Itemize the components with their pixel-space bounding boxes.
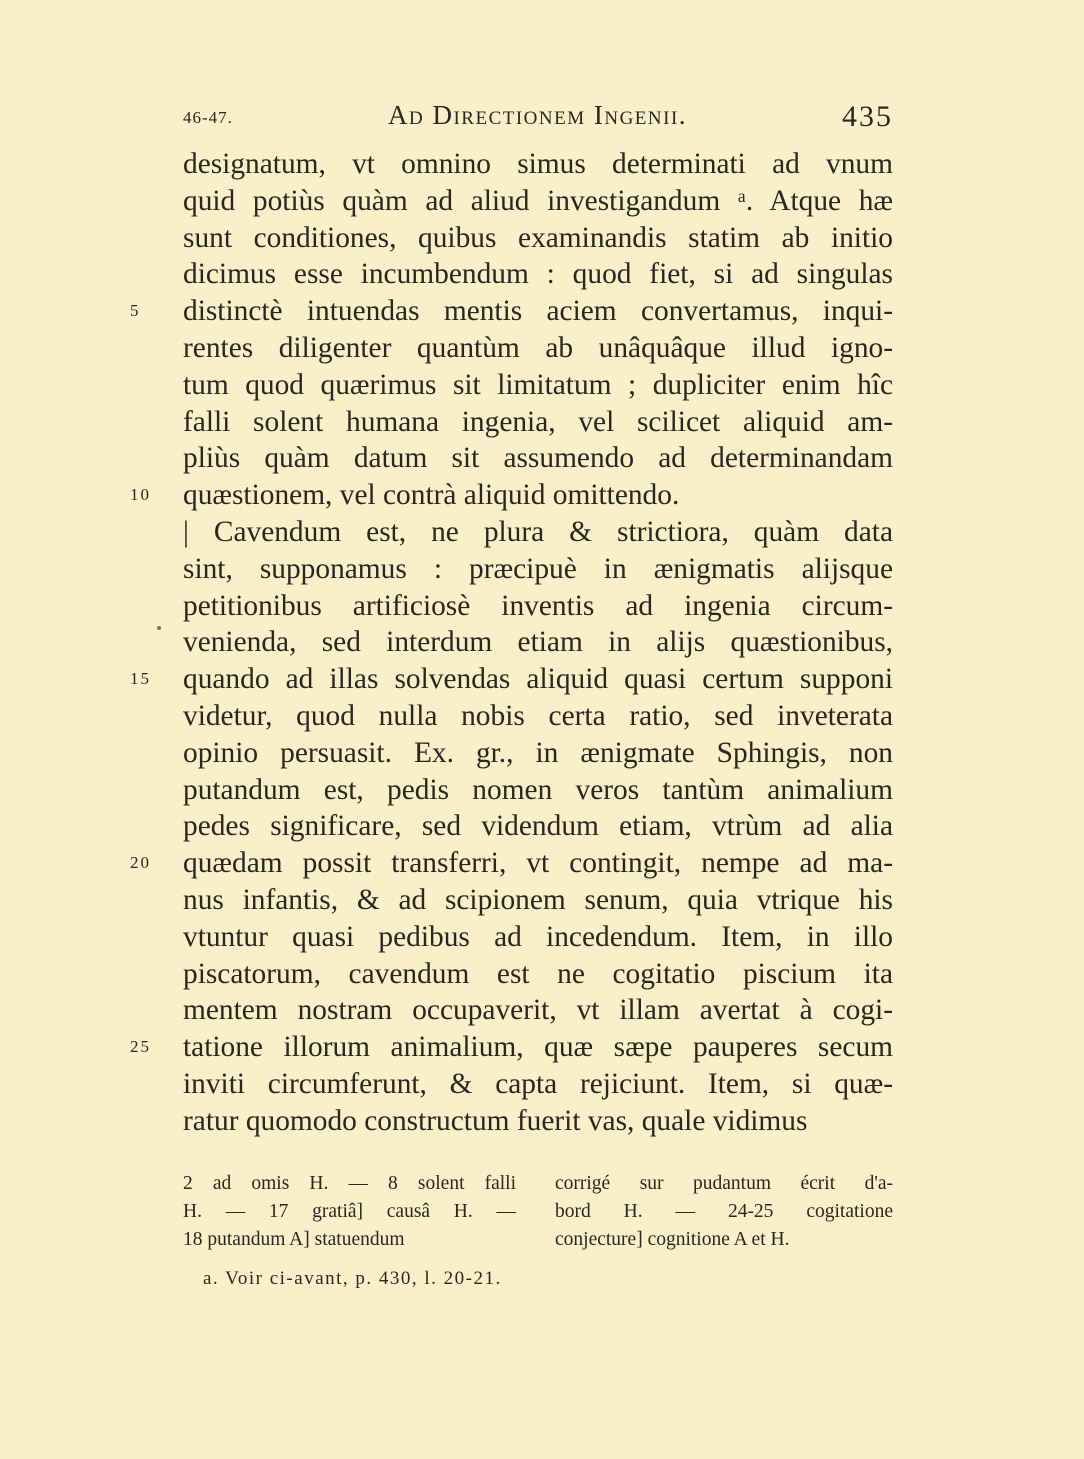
text-line <box>183 772 893 809</box>
line-text: venienda, sed interdum etiam in alijs quæstionibus, <box>183 626 893 659</box>
running-title: Ad Directionem Ingenii. <box>388 100 688 130</box>
variant-note-line: corrigé sur pudantum écrit d'a- <box>555 1173 893 1194</box>
text-line <box>183 1066 893 1103</box>
line-number: 5 <box>130 301 141 321</box>
text-line <box>183 624 893 661</box>
line-number: 20 <box>130 853 151 873</box>
line-text: dicimus esse incumbendum : quod fiet, si ad singulas <box>183 258 893 291</box>
line-text: vtuntur quasi pedibus ad incedendum. Item, in illo <box>183 920 893 953</box>
text-line <box>130 1029 893 1066</box>
line-text: piscatorum, cavendum est ne cogitatio piscium ita <box>183 957 893 990</box>
text-line <box>130 293 893 330</box>
line-text: opinio persuasit. Ex. gr., in ænigmate Sphingis, non <box>183 736 893 769</box>
text-line <box>130 661 893 698</box>
variant-note-line: 2 ad omis H. — 8 solent falli <box>183 1173 516 1194</box>
variant-notes-left-column <box>183 1170 516 1254</box>
line-text: quædam possit transferri, vt contingit, nempe ad ma- <box>183 847 893 880</box>
text-line <box>183 367 893 404</box>
line-text: nus infantis, & ad scipionem senum, quia vtrique his <box>183 883 893 916</box>
line-text: petitionibus artificiosè inventis ad ingenia circum- <box>183 589 893 622</box>
text-line <box>183 956 893 993</box>
line-text: distinctè intuendas mentis aciem convertamus, inqui- <box>183 295 893 328</box>
variant-note-line: 18 putandum A] statuendum <box>183 1229 405 1250</box>
line-text: pedes significare, sed videndum etiam, vtrùm ad alia <box>183 810 893 843</box>
variant-note-line: conjecture] cognitione A et H. <box>555 1229 790 1250</box>
line-text: inviti circumferunt, & capta rejiciunt. Item, si quæ- <box>183 1067 893 1100</box>
text-line <box>183 992 893 1029</box>
line-number: 25 <box>130 1037 151 1057</box>
text-line <box>183 220 893 257</box>
line-number: 15 <box>130 669 151 689</box>
line-text: quando ad illas solvendas aliquid quasi certum supponi <box>183 663 893 696</box>
text-line <box>183 735 893 772</box>
line-number: 10 <box>130 485 151 505</box>
text-line <box>130 845 893 882</box>
text-line <box>183 440 893 477</box>
text-line <box>183 919 893 956</box>
text-line <box>183 514 893 551</box>
text-line <box>183 183 893 220</box>
line-text: videtur, quod nulla nobis certa ratio, sed inveterata <box>183 699 893 732</box>
text-line <box>183 330 893 367</box>
line-text: tum quod quærimus sit limitatum ; dupliciter enim hîc <box>183 368 893 401</box>
text-line <box>183 808 893 845</box>
line-text: falli solent humana ingenia, vel scilicet aliquid am- <box>183 405 893 438</box>
text-line <box>183 404 893 441</box>
text-line <box>183 146 893 183</box>
line-text: ratur quomodo constructum fuerit vas, quale vidimus <box>183 1104 808 1137</box>
line-text: sint, supponamus : præcipuè in ænigmatis alijsque <box>183 552 893 585</box>
line-text: tatione illorum animalium, quæ sæpe pauperes secum <box>183 1031 893 1064</box>
running-header <box>183 100 893 140</box>
line-text: putandum est, pedis nomen veros tantùm animalium <box>183 773 893 806</box>
text-line <box>183 698 893 735</box>
text-line <box>183 588 893 625</box>
line-text: mentem nostram occupaverit, vt illam avertat à cogi- <box>183 994 893 1027</box>
variant-note-line: H. — 17 gratiâ] causâ H. — <box>183 1201 516 1222</box>
text-line <box>183 256 893 293</box>
text-line <box>183 551 893 588</box>
line-text: quid potiùs quàm ad aliud investigandum ᵃ. Atque hæ <box>183 184 893 217</box>
line-text: sunt conditiones, quibus examinandis statim ab initio <box>183 221 893 254</box>
line-text: quæstionem, vel contrà aliquid omittendo. <box>183 479 680 512</box>
page-number: 435 <box>842 100 893 133</box>
line-text: designatum, vt omnino simus determinati ad vnum <box>183 148 893 180</box>
folio-reference: 46-47. <box>183 108 233 127</box>
text-line <box>183 882 893 919</box>
line-text: rentes diligenter quantùm ab unâquâque illud igno- <box>183 331 893 364</box>
text-line <box>130 477 893 514</box>
text-line <box>183 1103 893 1140</box>
variant-note-line: bord H. — 24-25 cogitatione <box>555 1201 893 1222</box>
main-text <box>130 146 893 1140</box>
footnote: a. Voir ci-avant, p. 430, l. 20-21. <box>203 1268 502 1289</box>
variant-notes-right-column <box>555 1170 893 1254</box>
line-text: | Cavendum est, ne plura & strictiora, quàm data <box>183 515 893 548</box>
line-text: pliùs quàm datum sit assumendo ad determinandam <box>183 442 893 475</box>
margin-speck <box>157 626 161 630</box>
